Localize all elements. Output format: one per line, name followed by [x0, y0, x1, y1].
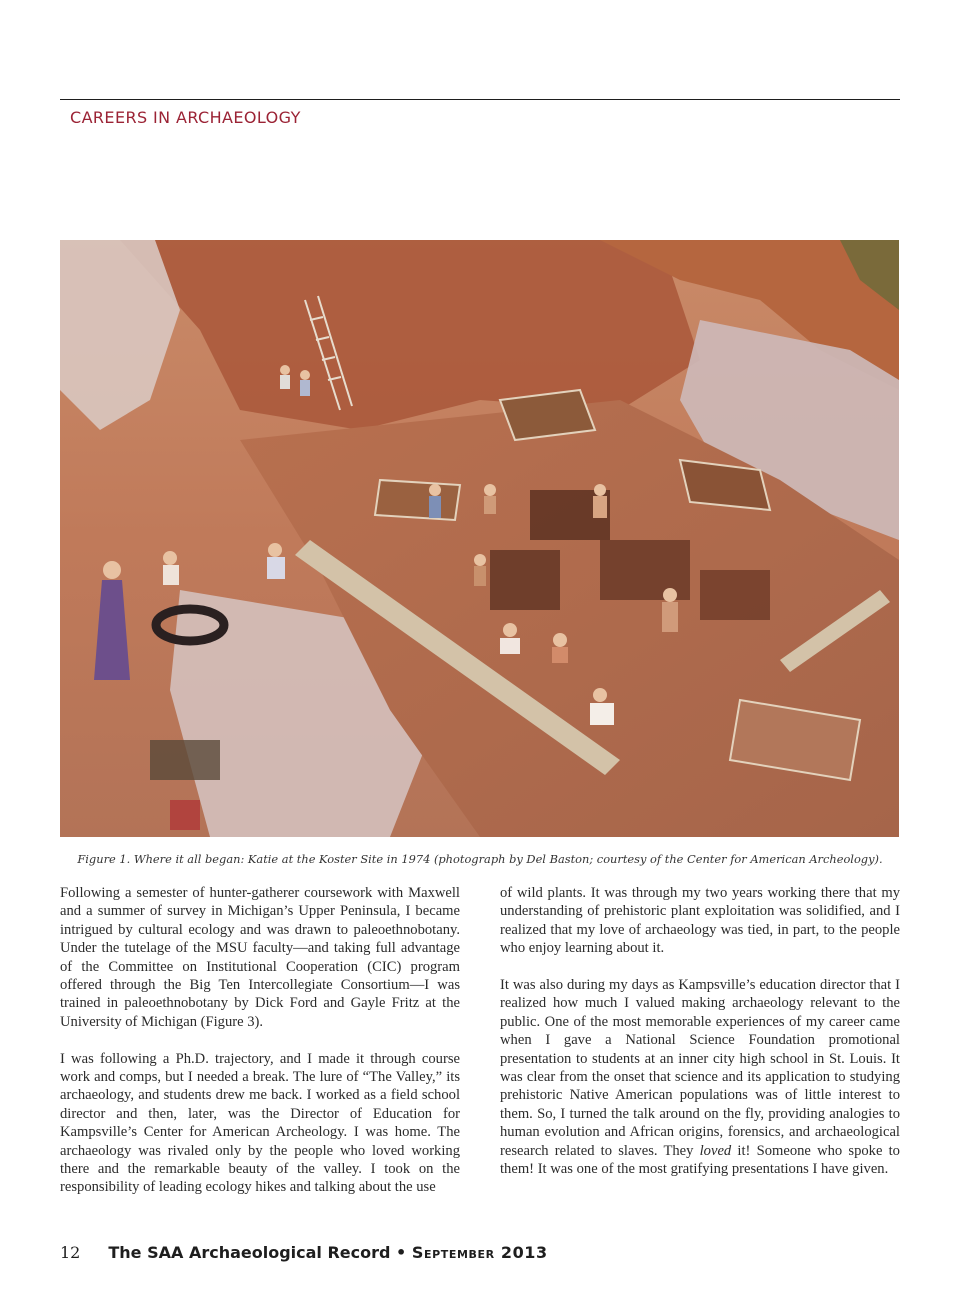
trench-d [490, 550, 560, 610]
section-label: CAREERS IN ARCHAEOLOGY [70, 108, 301, 127]
screen-table-3 [375, 480, 460, 520]
page-footer [60, 1243, 548, 1262]
paragraph: I was following a Ph.D. trajectory, and I made it through course work and comps, but I needed a break. The lure of “The Valley,” its archaeology, and students drew me back. I worked as a field school director and then, later, was the Director of Education for Kampsville’s Center for American Archeology. I was home. The archaeology was rivaled only by the people who loved working there and the remarkable beauty of the valley. I took on the responsibility of leading ecology hikes and talking about the use [60, 1050, 460, 1196]
issue-date: September 2013 [411, 1243, 548, 1262]
body-column-left [60, 884, 460, 1215]
foreground-box [170, 800, 200, 830]
publication-title: The SAA Archaeological Record • [108, 1243, 412, 1262]
page-number: 12 [60, 1243, 81, 1262]
screen-table-1 [500, 390, 595, 440]
foreground-crate [150, 740, 220, 780]
paragraph: Following a semester of hunter-gatherer coursework with Maxwell and a summer of survey in Michigan’s Upper Peninsula, I became intrigued by cultural ecology and was drawn to paleoethnobotany. Under the tutelage of the MSU faculty—and taking full advantage of the Committee on Institutional Cooperation (CIC) program offered through the Big Ten Intercollegiate Consortium—I was trained in paleoethnobotany by Dick Ford and Gayle Fritz at the University of Michigan (Figure 3). [60, 885, 460, 1030]
emphasis-loved: loved [699, 1142, 732, 1159]
figure-caption-text: Where it all began: Katie at the Koster Site in 1974 (photograph by Del Baston; courtesy of the Center for American Archeology). [133, 852, 883, 866]
paragraph-text: It was also during my days as Kampsville’s education director that I realized how much I valued making archaeology relevant to the public. One of the most memorable experiences of my career came when I gave a National Science Foundation promotional presentation to students at an inner city high school in St. Louis. It was clear from the onset that science and its application to studying prehistoric Native American populations was of little interest to them. So, I turned the talk around on the fly, providing analogies to human evolution and African origins, forensics, and archaeological research related to slaves. They [500, 977, 900, 1159]
paragraph [500, 976, 900, 1178]
figure-caption [60, 852, 900, 866]
paragraph: of wild plants. It was through my two years working there that my understanding of prehistoric plant exploitation was solidified, and I realized that my love of archaeology was tied, in part, to the people who enjoy learning about it. [500, 885, 900, 957]
header-rule [60, 99, 900, 100]
figure-caption-prefix: Figure 1. [77, 852, 134, 866]
trench-c [700, 570, 770, 620]
paragraph-text-end: it! Someone who spoke to them! It was one of the most gratifying presentations I have given. [500, 1142, 900, 1178]
body-column-right [500, 884, 900, 1197]
excavation-site-photo [60, 240, 899, 837]
trench-b [600, 540, 690, 600]
